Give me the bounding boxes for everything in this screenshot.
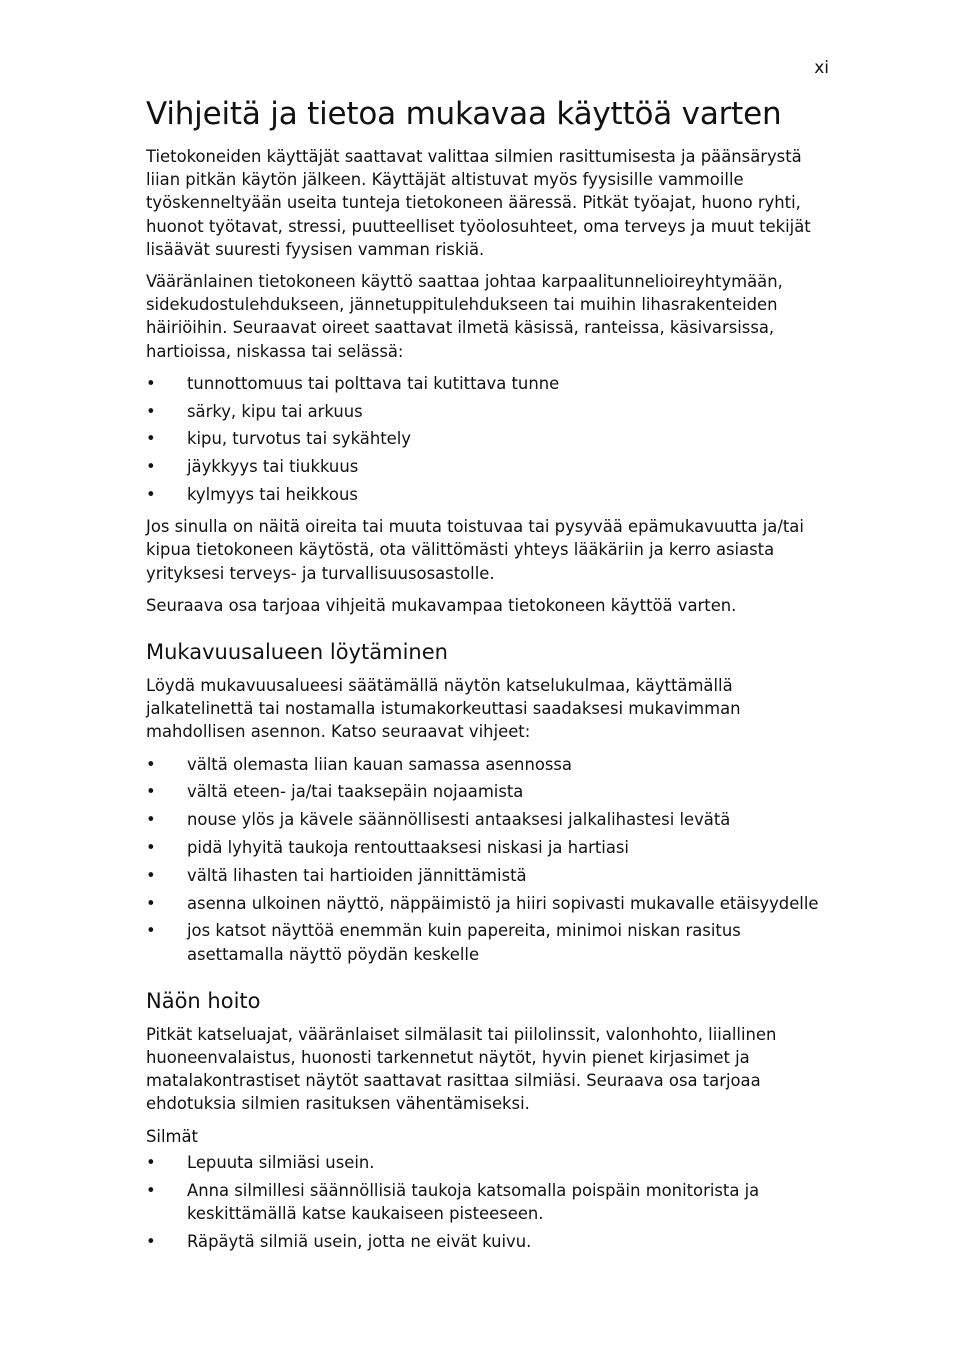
bullet-icon: • <box>146 921 156 941</box>
list-item-text: kipu, turvotus tai sykähtely <box>187 429 411 449</box>
bullet-icon: • <box>146 1180 156 1200</box>
list-item <box>146 1151 836 1174</box>
list-item <box>146 780 836 803</box>
list-item-text: Lepuuta silmiäsi usein. <box>187 1152 375 1172</box>
list-item-text: vältä eteen- ja/tai taaksepäin nojaamista <box>187 782 524 802</box>
list-item-text: jos katsot näyttöä enemmän kuin papereita, minimoi niskan rasitus asettamalla näyttö pöydän keskelle <box>187 921 741 964</box>
list-item <box>146 1230 836 1253</box>
list-item <box>146 400 836 423</box>
list-item-text: jäykkyys tai tiukkuus <box>187 457 359 477</box>
bullet-icon: • <box>146 838 156 858</box>
bullet-icon: • <box>146 485 156 505</box>
bullet-icon: • <box>146 754 156 774</box>
list-item <box>146 455 836 478</box>
document-body <box>146 94 836 1262</box>
vision-section-heading: Näön hoito <box>146 988 261 1013</box>
after-symptoms-paragraph-1: Jos sinulla on näitä oireita tai muuta toistuvaa tai pysyvää epämukavuutta ja/tai kipua tietokoneen käytöstä, ota välittömästi yhteys lääkäriin ja kerro asiasta yrityksesi terveys- ja turvallisuusosastolle. <box>146 517 804 583</box>
after-symptoms-paragraph-2: Seuraava osa tarjoaa vihjeitä mukavampaa tietokoneen käyttöä varten. <box>146 595 737 615</box>
vision-section-paragraph: Pitkät katseluajat, vääränlaiset silmälasit tai piilolinssit, valonhohto, liiallinen huoneenvalaistus, huonosti tarkennetut näytöt, hyvin pienet kirjasimet ja matalakontrastiset näytöt saattavat rasittaa silmiäsi. Seuraava osa tarjoaa ehdotuksia silmien rasituksen vähentämiseksi. <box>146 1024 777 1114</box>
bullet-icon: • <box>146 1231 156 1251</box>
intro-paragraph-1: Tietokoneiden käyttäjät saattavat valittaa silmien rasittumisesta ja päänsärystä liian pitkän käytön jälkeen. Käyttäjät altistuvat myös fyysisille vammoille työskenneltyään useita tunteja tietokoneen ääressä. Pitkät työajat, huono ryhti, huonot työtavat, stressi, puutteelliset työolosuhteet, oma terveys ja muut tekijät lisäävät suuresti fyysisen vamman riskiä. <box>146 147 811 259</box>
list-item-text: Anna silmillesi säännöllisiä taukoja katsomalla poispäin monitorista ja keskittämällä katse kaukaiseen pisteeseen. <box>187 1180 760 1223</box>
list-item-text: Räpäytä silmiä usein, jotta ne eivät kuivu. <box>187 1231 532 1251</box>
list-item-text: kylmyys tai heikkous <box>187 485 358 505</box>
page-number: xi <box>814 58 829 78</box>
list-item <box>146 1179 836 1225</box>
list-item <box>146 864 836 887</box>
comfort-tips-list <box>146 753 836 966</box>
bullet-icon: • <box>146 457 156 477</box>
list-item-text: pidä lyhyitä taukoja rentouttaaksesi niskasi ja hartiasi <box>187 838 629 858</box>
comfort-section-heading: Mukavuusalueen löytäminen <box>146 640 448 665</box>
list-item-text: tunnottomuus tai polttava tai kutittava tunne <box>187 373 560 393</box>
bullet-icon: • <box>146 401 156 421</box>
eye-tips-list <box>146 1151 836 1253</box>
bullet-icon: • <box>146 782 156 802</box>
list-item <box>146 892 836 915</box>
page-title: Vihjeitä ja tietoa mukavaa käyttöä varten <box>146 96 782 132</box>
list-item-text: vältä olemasta liian kauan samassa asennossa <box>187 754 572 774</box>
bullet-icon: • <box>146 429 156 449</box>
bullet-icon: • <box>146 373 156 393</box>
bullet-icon: • <box>146 1152 156 1172</box>
list-item <box>146 919 836 965</box>
eyes-subheading: Silmät <box>146 1126 198 1146</box>
bullet-icon: • <box>146 865 156 885</box>
list-item-text: vältä lihasten tai hartioiden jännittämistä <box>187 865 527 885</box>
list-item <box>146 808 836 831</box>
symptom-list <box>146 372 836 506</box>
list-item-text: nouse ylös ja kävele säännöllisesti antaaksesi jalkalihastesi levätä <box>187 810 731 830</box>
list-item <box>146 753 836 776</box>
list-item <box>146 836 836 859</box>
list-item <box>146 372 836 395</box>
comfort-section-paragraph: Löydä mukavuusalueesi säätämällä näytön katselukulmaa, käyttämällä jalkatelinettä tai nostamalla istumakorkeuttasi saadaksesi mukavimman mahdollisen asennon. Katso seuraavat vihjeet: <box>146 676 741 742</box>
list-item-text: särky, kipu tai arkuus <box>187 401 363 421</box>
list-item <box>146 483 836 506</box>
bullet-icon: • <box>146 810 156 830</box>
intro-paragraph-2: Vääränlainen tietokoneen käyttö saattaa johtaa karpaalitunnelioireyhtymään, sidekudostulehdukseen, jännetuppitulehdukseen tai muihin lihasrakenteiden häiriöihin. Seuraavat oireet saattavat ilmetä käsissä, ranteissa, käsivarsissa, hartioissa, niskassa tai selässä: <box>146 272 783 361</box>
list-item-text: asenna ulkoinen näyttö, näppäimistö ja hiiri sopivasti mukavalle etäisyydelle <box>187 893 819 913</box>
bullet-icon: • <box>146 893 156 913</box>
list-item <box>146 427 836 450</box>
